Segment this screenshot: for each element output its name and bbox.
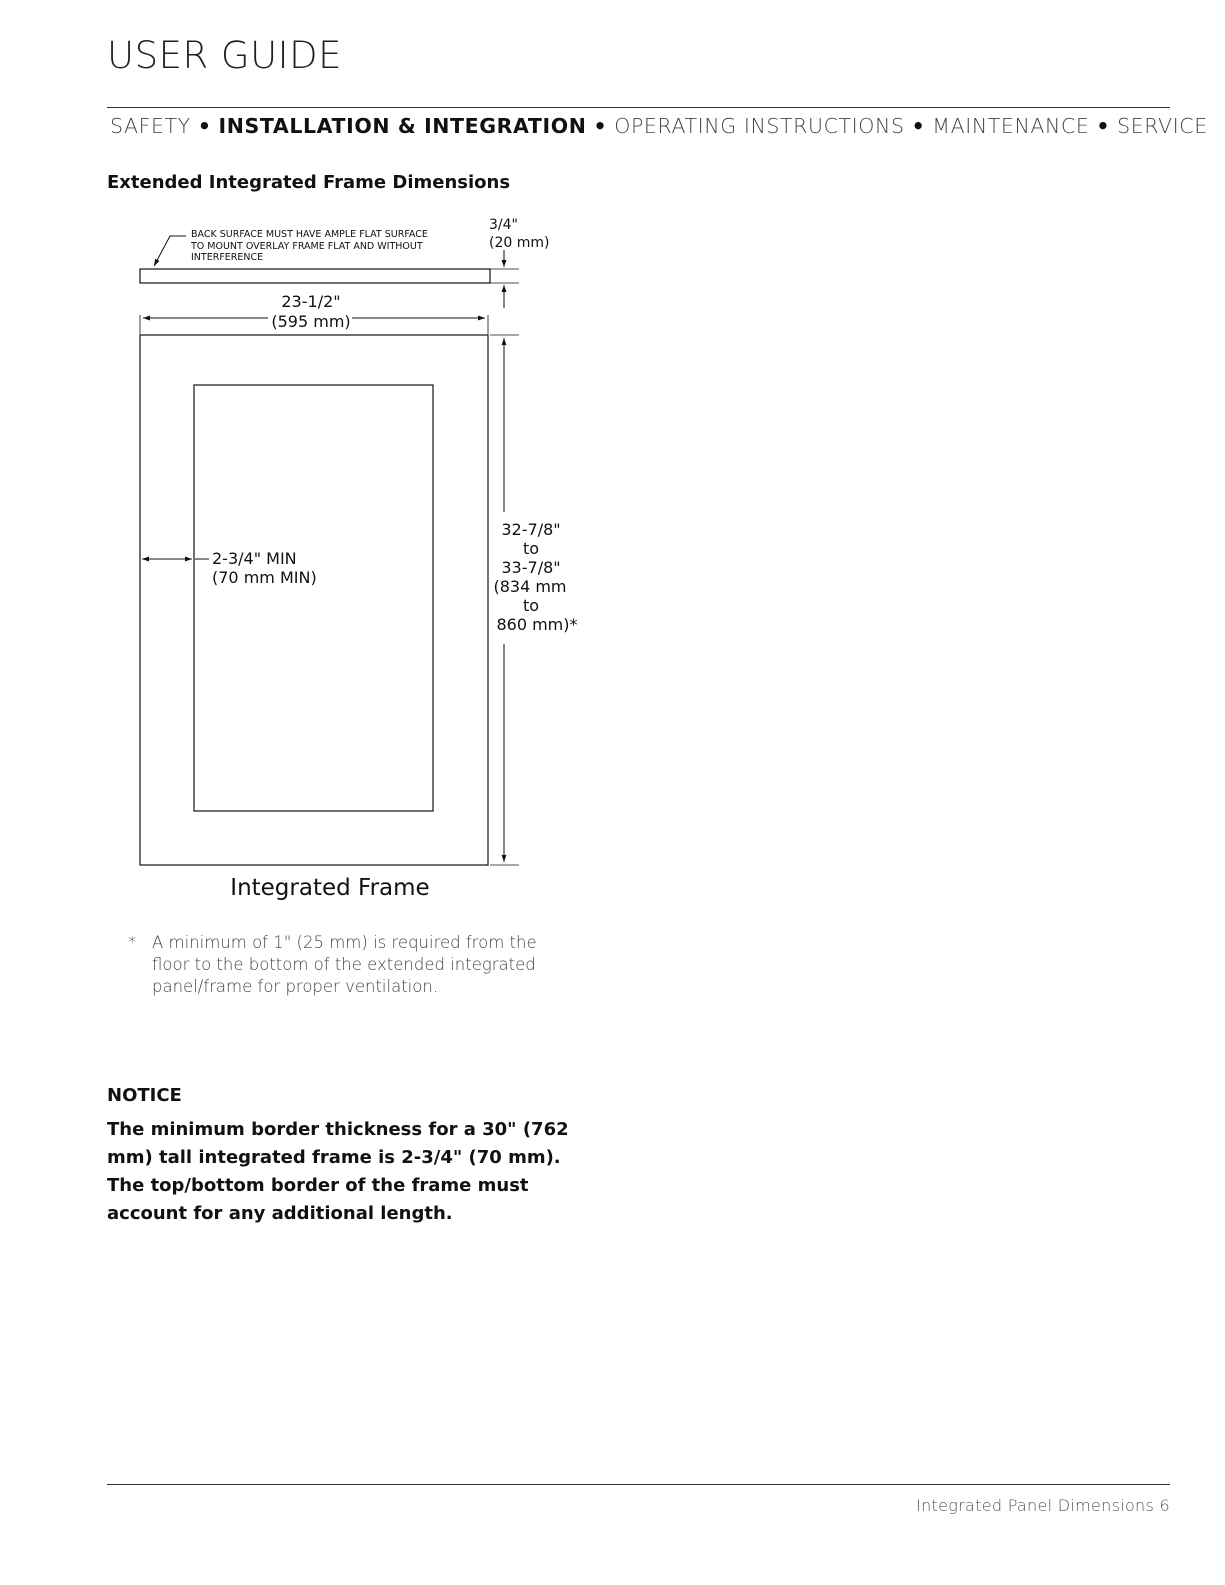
nav-service: SERVICE — [1117, 114, 1208, 138]
integrated-frame-outer — [140, 335, 488, 865]
height-dimension-text: to — [522, 596, 540, 615]
width-dimension-mm: (595 mm) — [271, 312, 351, 331]
width-dimension-in: 23-1/2" — [281, 292, 341, 311]
diagram-caption: Integrated Frame — [230, 875, 430, 901]
footnote-marker: * — [128, 933, 137, 952]
nav-separator: • — [911, 114, 926, 138]
nav-separator: • — [1096, 114, 1111, 138]
height-dimension-text: 860 mm)* — [496, 615, 578, 634]
footnote-text: A minimum of 1" (25 mm) is required from the floor to the bottom of the extended integrated panel/frame for proper ventilation. — [152, 933, 537, 996]
back-surface-note: TO MOUNT OVERLAY FRAME FLAT AND WITHOUT — [191, 241, 423, 252]
back-surface-note: INTERFERENCE — [191, 252, 264, 263]
notice-heading: NOTICE — [107, 1085, 182, 1106]
nav-maintenance: MAINTENANCE — [932, 114, 1090, 138]
depth-dimension-mm: (20 mm) — [489, 235, 550, 251]
frame-top-view — [140, 269, 490, 283]
border-dimension-in: 2-3/4" MIN — [212, 549, 297, 568]
height-dimension-text: 33-7/8" — [501, 558, 561, 577]
nav-operating: OPERATING INSTRUCTIONS — [614, 114, 905, 138]
depth-dimension-in: 3/4" — [489, 217, 518, 233]
height-dimension-text: 32-7/8" — [501, 520, 561, 539]
note-leader-arrow — [154, 236, 186, 266]
height-dimension-text: (834 mm — [493, 577, 567, 596]
page-title: USER GUIDE — [107, 34, 342, 77]
integrated-frame-opening — [194, 385, 433, 811]
height-dimension-text: to — [522, 539, 540, 558]
section-heading: Extended Integrated Frame Dimensions — [107, 172, 511, 193]
nav-separator: • — [593, 114, 608, 138]
back-surface-note: BACK SURFACE MUST HAVE AMPLE FLAT SURFACE — [191, 229, 428, 240]
notice-body: The minimum border thickness for a 30" (762 mm) tall integrated frame is 2-3/4" (70 mm). The top/bottom border of the frame must account for any additional length. — [107, 1119, 569, 1224]
border-dimension-mm: (70 mm MIN) — [212, 568, 317, 587]
nav-separator: • — [197, 114, 212, 138]
footnote — [128, 932, 568, 998]
footer-divider — [107, 1484, 1170, 1485]
page-footer: Integrated Panel Dimensions 6 — [916, 1496, 1170, 1515]
nav-installation-active: INSTALLATION & INTEGRATION — [218, 114, 587, 138]
nav-safety: SAFETY — [110, 114, 191, 138]
